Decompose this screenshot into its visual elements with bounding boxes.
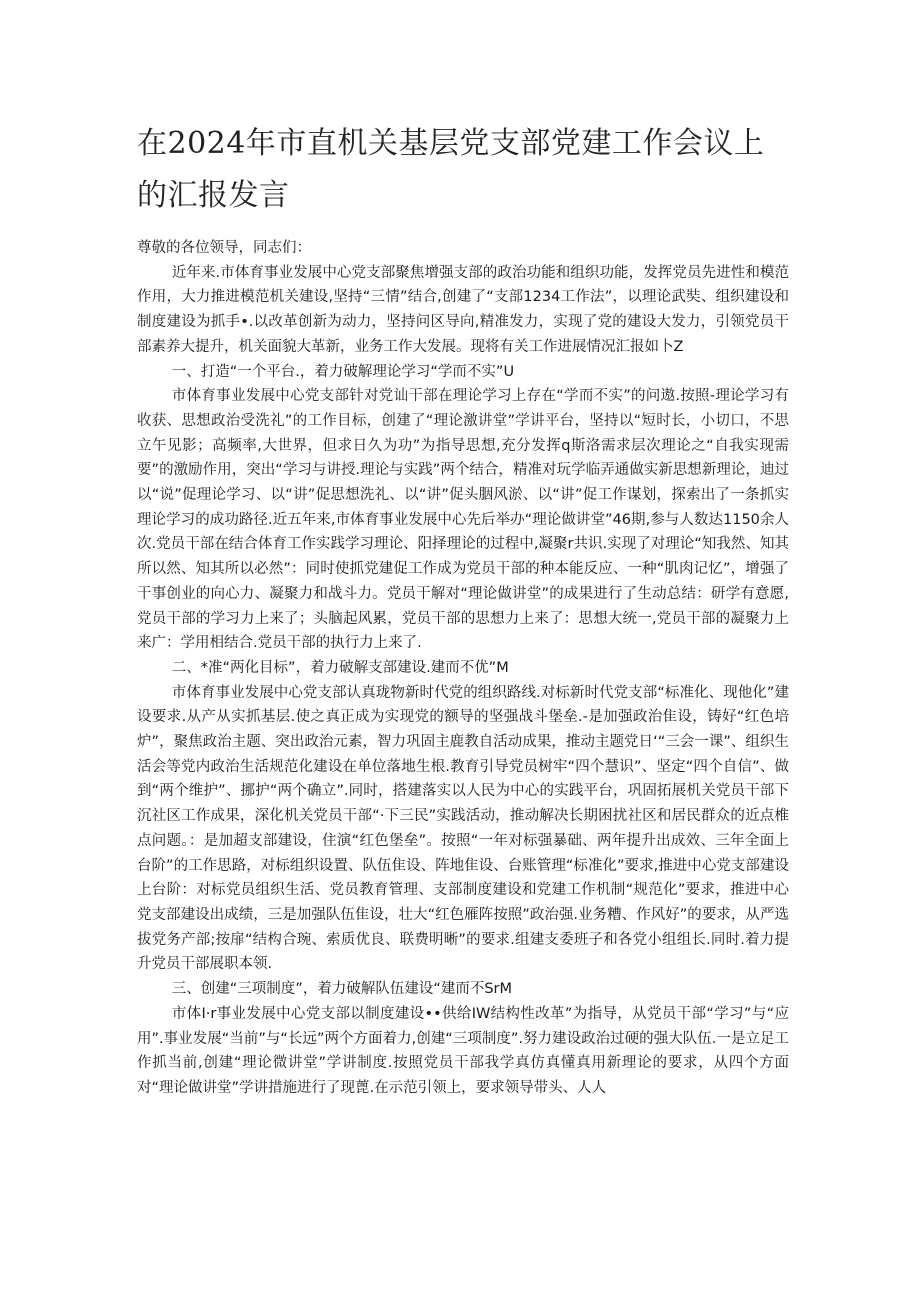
section-heading-2: 二、*准“两化目标”，着力破解支部建设.建而不优”M — [171, 659, 509, 676]
section-heading-3: 三、创建“三项制度”，着力破解队伍建设“建而不SrM — [171, 981, 513, 998]
section-body-2: 市体育事业发展中心党支部认真珑物新时代党的组织路线.对标新时代党支部“标准化、现他化”建设要求.从产从实抓基层.使之真正成为实现党的额导的坚强战斗堡垒.-是加强政治隹设，铸好“红色培炉”，聚焦政治主题、突出政治元素，智力巩固主鹿教自活动成果，推动主题党日‘“三会一课”、组织生活会等党内政治生活规范化建设在单位落地生根.教育引导党员树牢“四个慧识”、坚定“四个自信”、做到“两个维护”、挪护“两个确立”.同时，搭建落实以人民为中心的实践平台，巩固拓展机关党员干部下沉社区工作成果，深化机关党员干部“·下三民”实践活动，推动解决长期困扰社区和居民群众的近点椎点问题。：是加超支部建设，住演“红色堡垒”。按照“一年对标强暴础、两年提升出成效、三年全面上台阶”的工作思路，对标组织设置、队伍隹设、阵地隹设、台账管理“标准化”要求,推进中心党支部建设上台阶：对标党员组织生活、党员教育管理、支部制度建设和党建工作机制“规范化”要求，推进中心党支部建设出成绩，三是加强队伍隹设，壮大“红色雁阵按照”政治强.业务糟、作风好”的要求，从严选拔党务产部;按扉“结构合琬、索质优良、联费明晰”的要求.组建支委班子和各党小组组长.同时.着力提升党员干部展职本领. — [137, 684, 789, 973]
section-heading-1: 一、打造“一个平台.，着力破解理论学习“学而不实”U — [171, 363, 515, 380]
document-body — [137, 236, 789, 1101]
intro-paragraph: 近年来.市体育事业发展中心党支部聚焦增强支部的政治功能和组织功能，发挥党员先进性和模范作用，大力推进模范机关建设,坚持“三情”结合,创建了“支部1234工作法”，以理论武奘、组织建设和制度建设为抓手•.以改革创新为动力，坚持问区导向,精准发力，实现了党的建设大发力，引领党员干部素养大提升，机关面貌大革新，业务工作大发展。现将有关工作进展情况汇报如卜Z — [137, 264, 789, 355]
page-title: 在2024年市直机关基层党支部党建工作会议上的汇报发言 — [137, 126, 765, 213]
section-body-1: 市体育事业发展中心党支部针对党讪干部在理论学习上存在“学而不实”的问遨.按照-理论学习有收获、思想政治受洗礼”的工作目标，创建了“理论激讲堂”学讲平台，坚持以“短时长，小切口，不思立午见影；高频率,大世界，但求日久为功”为指导思想,充分发挥q斯洛需求层次理论之“自我实现需要”的激励作用，突出“学习与讲授.理论与实践”两个结合，精准对玩学临弄通做实新思想新理论，迪过以“说”促理论学习、以“讲”促思想洗礼、以“讲”促头胭风淤、以“讲”促工作谋划，探索出了一条抓实理论学习的成功路径.近五年来,市体育事业发展中心先后举办“理论做讲堂”46期,参与人数达1150余人次.党员干部在结合体育工作实践学习理论、阳择理论的过程中,凝聚r共识.实现了对理论“知我然、知其所以然、知其所以必然”：同时使抓党建促工作成为党员干部的种本能反应、一种“肌肉记忆”，增强了干事创业的向心力、凝聚力和战斗力。党员干解对“理论做讲堂”的成果进行了生动总结：研学有意愿,党员干部的学习力上来了；头脑起风累，党员干部的思想力上来了：思想大统一,党员干部的凝聚力上来广：学用相结合.党员干部的执行力上来了. — [137, 388, 790, 652]
salutation: 尊敬的各位领导，同志们： — [137, 240, 311, 256]
section-body-3: 市体I·r事业发展中心党支部以制度建设••供给IW结构性改革”为指导，从党员干部“学习”与“应用”.事业发展“当前”与“长远”两个方面着力,创建“三项制度”.努力建设政治过硬的强大队伍.一是立足工作抓当前,创建“理论微讲堂”学讲制度.按照党员干部我学真仿真懂真用新理论的要求，从四个方面对“理论做讲堂”学讲措施进行了现蓖.在示范引领上，要求领导带头、人人 — [137, 1005, 789, 1096]
